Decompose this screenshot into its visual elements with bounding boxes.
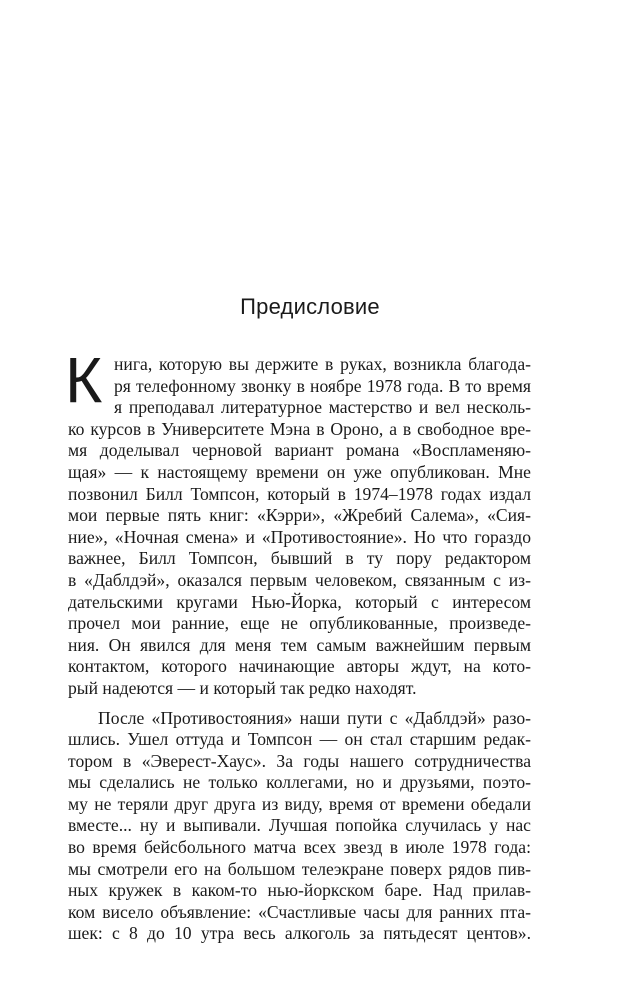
- text-line: мы смотрели его на большом телеэкране поверх рядов пив-: [68, 858, 531, 879]
- drop-cap: К: [65, 344, 103, 416]
- text-line: шлись. Ушел оттуда и Томпсон — он стал старшим редак-: [68, 729, 531, 750]
- text-line: нига, которую вы держите в руках, возникла благода-: [114, 354, 531, 374]
- text-line: тором в «Эверест-Хаус». За годы нашего сотрудничества: [68, 750, 531, 771]
- paragraph-2: [68, 708, 531, 946]
- text-line: шек: с 8 до 10 утра весь алкоголь за пятьдесят центов».: [68, 923, 531, 944]
- chapter-title: Предисловие: [240, 294, 380, 319]
- text-line: в «Даблдэй», оказался первым человеком, связанным с из-: [68, 569, 531, 590]
- text-line: мои первые пять книг: «Кэрри», «Жребий Салема», «Сия-: [68, 505, 531, 526]
- text-line: ных кружек в каком-то нью-йоркском баре. Над прилав-: [68, 880, 531, 901]
- text-line: дательскими кругами Нью-Йорка, который с интересом: [68, 591, 531, 612]
- text-line: щая» — к настоящему времени он уже опубликован. Мне: [68, 461, 531, 482]
- text-line: ком висело объявление: «Счастливые часы для ранних пта-: [68, 901, 531, 922]
- text-line: му не теряли друг друга из виду, время от времени обедали: [68, 793, 531, 814]
- text-line: контактом, которого начинающие авторы ждут, на кото-: [68, 656, 531, 677]
- text-line: я преподавал литературное мастерство и вел несколь-: [114, 397, 531, 418]
- text-line: ния. Он явился для меня тем самым важнейшим первым: [68, 634, 531, 655]
- text-line: важнее, Билл Томпсон, бывший в ту пору редактором: [68, 548, 531, 569]
- text-line: ние», «Ночная смена» и «Противостояние». Но что гораздо: [68, 526, 531, 547]
- text-line: мя доделывал черновой вариант романа «Воспламеняю-: [68, 440, 531, 461]
- text-line: мы сделались не только коллегами, но и друзьями, поэто-: [68, 772, 531, 793]
- text-line: прочел мои ранние, еще не опубликованные, произведе-: [68, 613, 531, 634]
- paragraph-1: [68, 354, 531, 700]
- body-text: [65, 344, 531, 945]
- text-line: ря телефонному звонку в ноябре 1978 года. В то время: [114, 375, 531, 396]
- text-line: позвонил Билл Томпсон, который в 1974–1978 годах издал: [68, 483, 531, 504]
- text-line: рый надеются — и который так редко находят.: [68, 677, 417, 698]
- text-line: во время бейсбольного матча всех звезд в июле 1978 года:: [68, 837, 531, 858]
- text-line: вместе... ну и выпивали. Лучшая попойка случилась у нас: [68, 815, 531, 836]
- text-line: ко курсов в Университете Мэна в Ороно, а в свободное вре-: [68, 418, 531, 439]
- text-line: После «Противостояния» наши пути с «Даблдэй» разо-: [98, 707, 531, 728]
